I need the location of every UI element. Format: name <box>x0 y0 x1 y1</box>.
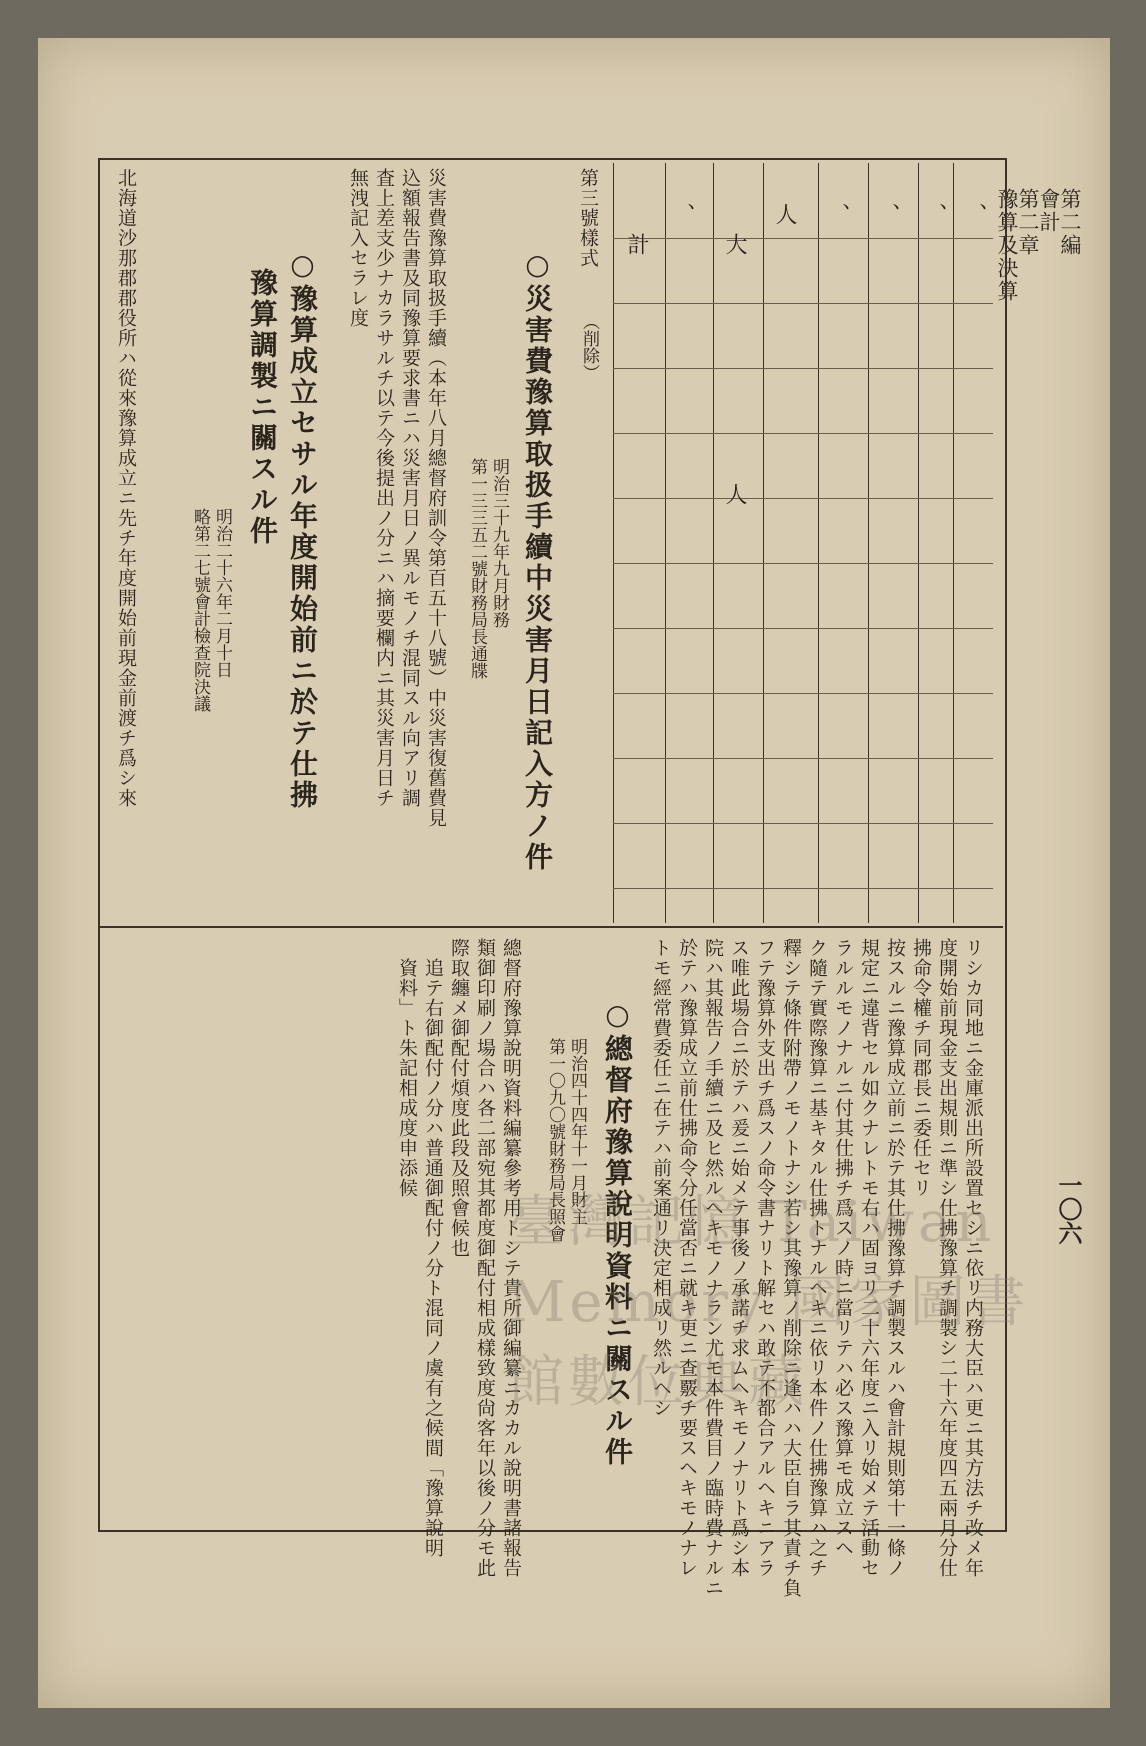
form-cell-label: 人 <box>722 483 747 505</box>
form-cell-label: 、 <box>962 203 987 225</box>
section2-cont-line: 院ハ其報告ノ手續ニ及ヒ然ルヘキモノナラン尤モ本件費目ノ臨時費ナルニ <box>702 938 724 1598</box>
form-table <box>613 163 993 923</box>
section1-heading: ○災害費豫算取扱手續中災害月日記入方ノ件 <box>521 248 554 873</box>
section2-cont-line: リシカ同地ニ金庫派出所設置セシニ依リ内務大臣ハ更ニ其方法チ改メ年 <box>962 938 984 1578</box>
running-head <box>996 188 1080 303</box>
section2-cont-line: 規定ニ違背セル如クナレトモ右ハ固ヨリ二十六年度ニ入リ始メテ活動セ <box>858 938 880 1578</box>
section1-note2: 第一三三五二號財務局長通牒 <box>467 458 487 679</box>
frame-divider <box>98 926 1003 928</box>
running-head-topic: 豫算及決算 <box>995 188 1019 303</box>
section2-cont-line: ラルルモノナルニ付其仕拂チ爲スノ時ニ當リテハ必ス豫算モ成立スヘ <box>832 938 854 1558</box>
section2-cont-line: 釋シテ條件附帶ノモノトナシ若シ其豫算ノ削除ニ逢ハハ大臣自ラ其責チ負 <box>780 938 802 1598</box>
section2-note1: 明治二十六年二月十日 <box>212 508 232 678</box>
section2-cont-line: 按スルニ豫算成立前ニ於テ其仕拂豫算チ調製スルハ會計規則第十一條ノ <box>884 938 906 1578</box>
section1-line: 災害費豫算取扱手續（本年八月總督府訓令第百五十八號）中災害復舊費見 <box>425 168 447 828</box>
form-cell-label: 、 <box>670 203 695 225</box>
watermark: 臺灣記憶 Taiwan Memory 國家圖書館數位典藏 <box>508 1190 1030 1415</box>
section1-note1: 明治三十九年九月財務 <box>489 458 509 628</box>
section2-cont-line: 拂命令權チ同郡長ニ委任セリ <box>910 938 932 1198</box>
running-head-volume: 第二編 <box>1058 188 1082 257</box>
section2-heading: ○豫算成立セサル年度開始前ニ於テ仕拂 <box>286 248 319 811</box>
section2-line: 北海道沙那郡郡役所ハ從來豫算成立ニ先チ年度開始前現金前渡チ爲シ來 <box>115 168 137 808</box>
section1-line: 無洩記入セラレ度 <box>347 168 369 328</box>
section2-cont-line: ス唯此場合ニ於テハ爰ニ始メテ事後ノ承諾チ求ムヘキモノナリト爲シ本 <box>728 938 750 1578</box>
form-cell-label: 、 <box>922 203 947 225</box>
form-cell-label: 計 <box>624 233 649 255</box>
section3-line: 際取纏メ御配付煩度此段及照會候也 <box>448 938 470 1258</box>
section3-line: 資料」ト朱記相成度申添候 <box>396 958 418 1198</box>
running-head-chapter: 第二章 <box>1016 188 1040 257</box>
section2-note2: 略第二七號會計檢查院決議 <box>190 508 210 712</box>
section1-line: 査上差支少ナカラサルチ以テ今後提出ノ分ニハ摘要欄内ニ其災害月日チ <box>373 168 395 808</box>
section2-cont-line: フテ豫算外支出チ爲スノ命令書ナリト解セハ敢テ不都合アルヘキニアラ <box>754 938 776 1578</box>
form-cell-label: 、 <box>875 203 900 225</box>
form-deleted-note: （削除） <box>579 313 599 381</box>
document-page <box>38 38 1110 1708</box>
section3-line: 類御印刷ノ場合ハ各二部宛其都度御配付相成樣致度尙客年以後ノ分モ此 <box>474 938 496 1578</box>
section2-heading2: 豫算調製ニ關スル件 <box>246 268 279 547</box>
section3-note1: 明治四十四年十一月財主 <box>567 1038 587 1225</box>
section2-cont-line: 於テハ豫算成立前仕拂命令分任當否ニ就キ更ニ查覈チ要スヘキモノナレ <box>676 938 698 1578</box>
section3-heading: ○總督府豫算說明資料ニ關スル件 <box>601 998 634 1468</box>
section3-note2: 第一〇九〇號財務局長照會 <box>545 1038 565 1242</box>
section2-cont-line: トモ經常費委任ニ在テハ前案通リ決定相成リ然ルヘシ <box>650 938 672 1418</box>
form-cell-label: 、 <box>825 203 850 225</box>
section3-line: 總督府豫算說明資料編纂參考用トシテ貴所御編纂ニカカル說明書諸報告 <box>500 938 522 1578</box>
form-cell-label: 人 <box>772 203 797 225</box>
section1-line: 込額報告書及同豫算要求書ニハ災害月日ノ異ルモノチ混同スル向アリ調 <box>399 168 421 808</box>
section3-line: 追テ右御配付ノ分ハ普通御配付ノ分ト混同ノ虞有之候間「豫算說明 <box>422 958 444 1558</box>
running-head-part: 會計 <box>1037 188 1061 234</box>
section2-cont-line: 度開始前現金支出規則ニ準シ仕拂豫算チ調製シ二十六年度四五兩月分仕 <box>936 938 958 1578</box>
section2-cont-line: ク隨テ實際豫算ニ基キタル仕拂トナルヘキニ依リ本件ノ仕拂豫算ハ之チ <box>806 938 828 1578</box>
form-title: 第三號樣式 <box>577 168 599 268</box>
form-cell-label: 大 <box>722 233 747 255</box>
page-number: 一〇六 <box>1054 1173 1083 1245</box>
